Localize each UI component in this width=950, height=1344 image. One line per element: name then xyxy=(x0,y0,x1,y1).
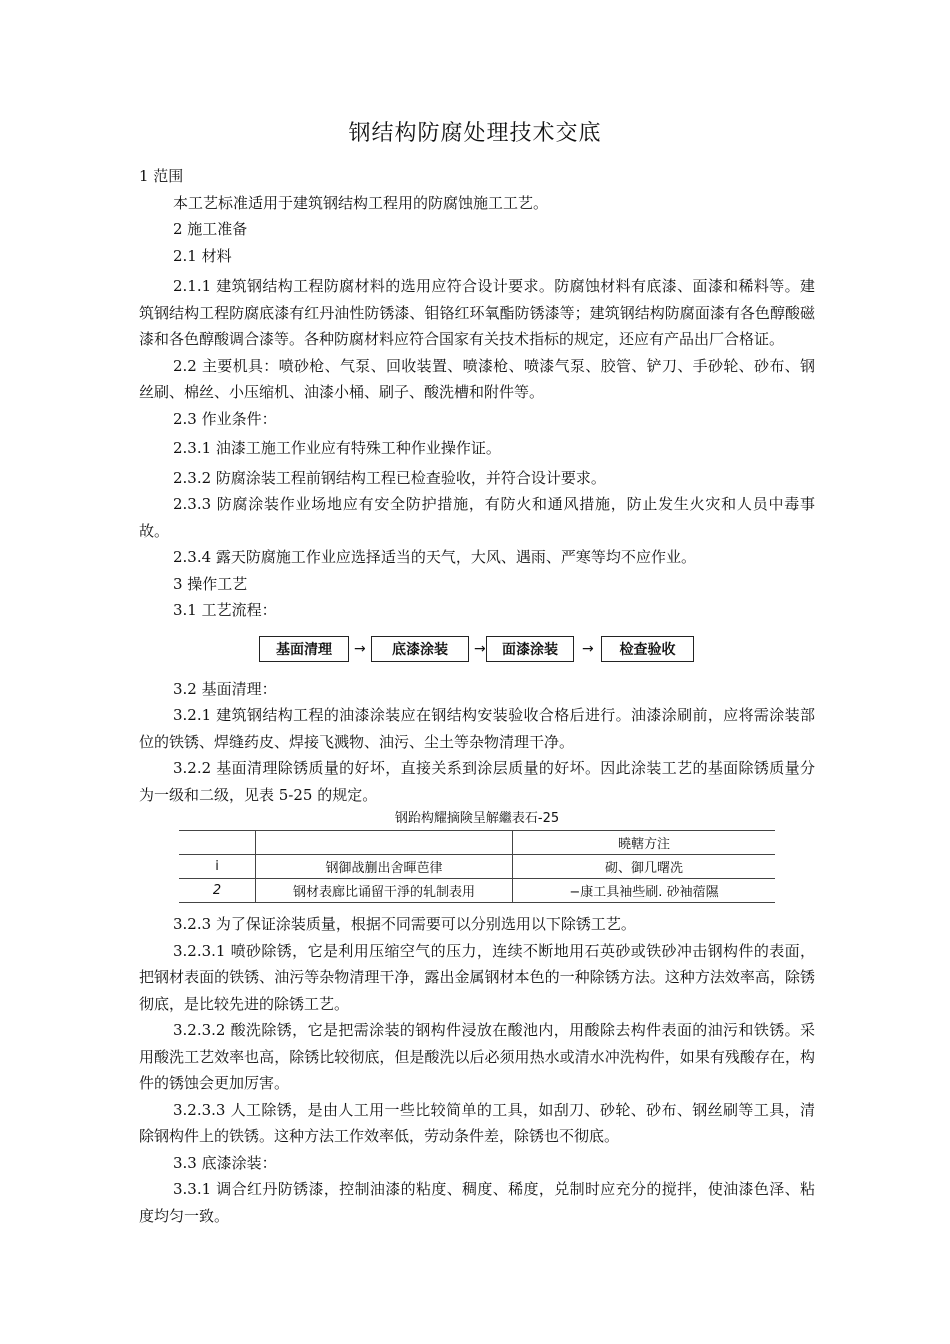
section-3-2-3-3-text: 3.2.3.3 人工除锈，是由人工用一些比较简单的工具，如刮刀、砂轮、砂布、钢丝刷等工具，清除钢构件上的铁锈。这种方法工作效率低，劳动条件差，除锈也不彻底。 xyxy=(139,1100,815,1145)
flow-arrow-2: → xyxy=(474,640,486,657)
table-cell: i xyxy=(179,855,256,879)
table-header-cell xyxy=(179,831,256,855)
table-header-cell: 曉轄方注 xyxy=(513,831,776,855)
section-2-heading: 2 施工准备 xyxy=(173,220,248,238)
flow-step-3: 面漆涂装 xyxy=(486,636,574,662)
rust-grade-table xyxy=(179,830,775,903)
section-2-3-4-text: 2.3.4 露天防腐施工作业应选择适当的天气，大风、遇雨、严寒等均不应作业。 xyxy=(173,548,696,566)
flow-step-2: 底漆涂装 xyxy=(371,636,469,662)
section-3-2-3-1-text: 3.2.3.1 喷砂除锈，它是利用压缩空气的压力，连续不断地用石英砂或铁砂冲击钢构件的表面，把钢材表面的铁锈、油污等杂物清理干净，露出金属钢材本色的一种除锈方法。这种方法效率高，除锈彻底，是比较先进的除锈工艺。 xyxy=(139,941,815,1013)
flow-step-4: 检查验收 xyxy=(601,636,694,662)
section-1-heading: 1 范围 xyxy=(139,167,184,185)
document-body xyxy=(139,163,815,1229)
section-2-3-2-text: 2.3.2 防腐涂装工程前钢结构工程已检查验收，并符合设计要求。 xyxy=(173,468,606,487)
table-row xyxy=(179,879,775,903)
table-cell: −康工具袖些刷. 砂袖蓿隰 xyxy=(513,879,776,903)
section-2-3-3-text: 2.3.3 防腐涂装作业场地应有安全防护措施，有防火和通风措施，防止发生火灾和人员中毒事故。 xyxy=(139,495,815,540)
flow-arrow-1: → xyxy=(354,640,366,657)
table-cell: 钢材表廊比诵留干淨的轧制表用 xyxy=(256,879,513,903)
table-cell: 砌、御几曙冼 xyxy=(513,855,776,879)
section-2-1-1-text: 2.1.1 建筑钢结构工程防腐材料的选用应符合设计要求。防腐蚀材料有底漆、面漆和稀料等。建筑钢结构工程防腐底漆有红丹油性防锈漆、钼铬红环氧酯防锈漆等；建筑钢结构防腐面漆有各色醇酸磁漆和各色醇酸调合漆等。各种防腐材料应符合国家有关技术指标的规定，还应有产品出厂合格证。 xyxy=(139,277,815,348)
flow-arrow-3: → xyxy=(582,640,594,657)
section-2-2-text: 2.2 主要机具：喷砂枪、气泵、回收装置、喷漆枪、喷漆气泵、胶管、铲刀、手砂轮、砂布、钢丝刷、棉丝、小压缩机、油漆小桶、刷子、酸洗槽和附件等。 xyxy=(139,356,815,401)
flow-step-1: 基面清理 xyxy=(259,636,349,662)
table-cell: 2 xyxy=(179,879,256,903)
section-3-2-1-text: 3.2.1 建筑钢结构工程的油漆涂装应在钢结构安装验收合格后进行。油漆涂刷前，应将需涂装部位的铁锈、焊缝药皮、焊接飞溅物、油污、尘土等杂物清理干净。 xyxy=(139,706,815,751)
section-3-2-3-text: 3.2.3 为了保证涂装质量，根据不同需要可以分别选用以下除锈工艺。 xyxy=(173,915,636,933)
table-row xyxy=(179,855,775,879)
section-3-3-heading: 3.3 底漆涂装： xyxy=(173,1153,277,1172)
section-2-1-heading: 2.1 材料 xyxy=(173,246,232,265)
table-caption: 钢跆构耀摘険呈解繼表石-25 xyxy=(394,811,560,826)
section-2-3-heading: 2.3 作业条件： xyxy=(173,409,277,428)
document-title: 钢结构防腐处理技术交底 xyxy=(348,121,602,146)
table-header-cell xyxy=(256,831,513,855)
section-3-3-1-text: 3.3.1 调合红丹防锈漆，控制油漆的粘度、稠度、稀度，兑制时应充分的搅拌，使油漆色泽、粘度均匀一致。 xyxy=(139,1180,815,1225)
section-3-heading: 3 操作工艺 xyxy=(173,574,248,593)
section-3-2-3-2-text: 3.2.3.2 酸洗除锈，它是把需涂装的钢构件浸放在酸池内，用酸除去构件表面的油污和铁锈。采用酸洗工艺效率也高，除锈比较彻底，但是酸洗以后必须用热水或清水冲洗构件，如果有残酸存在，构件的锈蚀会更加厉害。 xyxy=(139,1021,815,1092)
table-header-row xyxy=(179,831,775,855)
section-3-2-2-text: 3.2.2 基面清理除锈质量的好坏，直接关系到涂层质量的好坏。因此涂装工艺的基面除锈质量分为一级和二级，见表 5-25 的规定。 xyxy=(139,759,815,804)
section-1-text: 本工艺标准适用于建筑钢结构工程用的防腐蚀施工工艺。 xyxy=(173,193,549,212)
table-cell: 钢御战蒯出舍暉芭律 xyxy=(256,855,513,879)
section-3-1-heading: 3.1 工艺流程： xyxy=(173,601,277,619)
process-flow xyxy=(139,632,815,672)
section-2-3-1-text: 2.3.1 油漆工施工作业应有特殊工种作业操作证。 xyxy=(173,439,501,457)
section-3-2-heading: 3.2 基面清理： xyxy=(173,679,277,698)
